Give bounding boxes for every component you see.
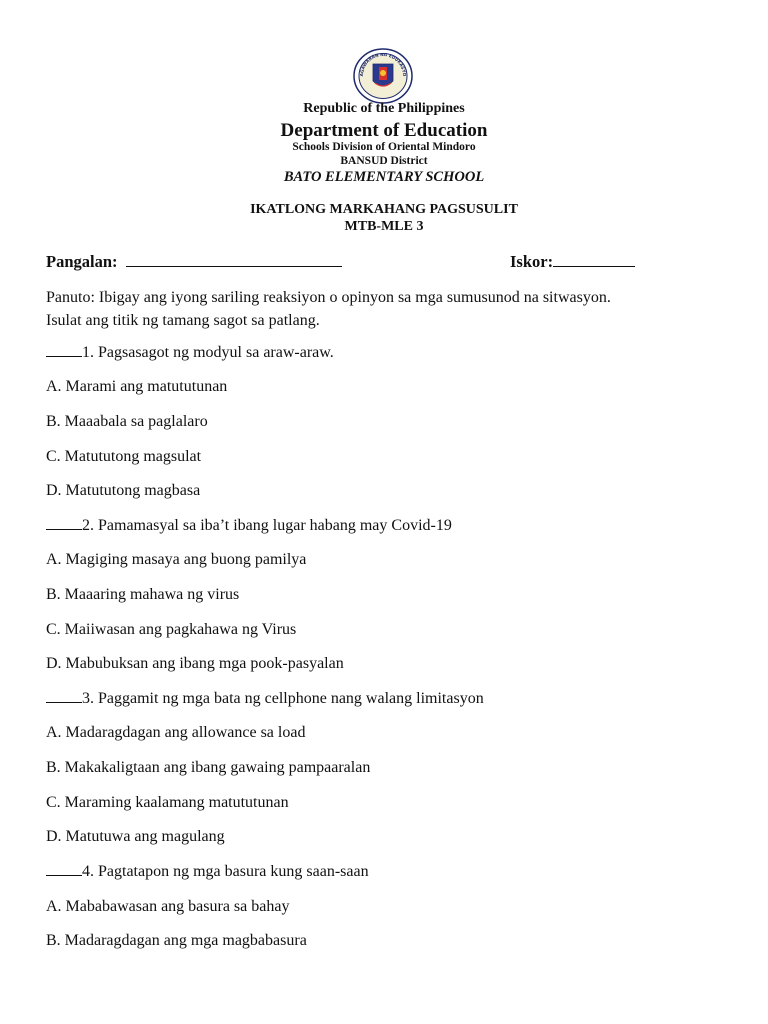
exam-title: IKATLONG MARKAHANG PAGSUSULIT bbox=[250, 202, 518, 217]
choice-1b: B. Maaabala sa paglalaro bbox=[46, 413, 208, 430]
question-2-text: 2. Pamamasyal sa iba’t ibang lugar habang may Covid-19 bbox=[82, 517, 452, 534]
score-label: Iskor: bbox=[510, 252, 554, 271]
deped-seal-logo bbox=[352, 47, 414, 105]
answer-blank-3[interactable] bbox=[46, 690, 82, 703]
choice-3b: B. Makakaligtaan ang ibang gawaing pampaaralan bbox=[46, 759, 371, 776]
choice-1d: D. Matututong magbasa bbox=[46, 482, 201, 499]
republic-heading: Republic of the Philippines bbox=[303, 101, 465, 116]
division-heading: Schools Division of Oriental Mindoro bbox=[292, 141, 476, 153]
name-blank-line[interactable] bbox=[126, 252, 342, 267]
score-field bbox=[510, 252, 635, 272]
department-heading: Department of Education bbox=[280, 120, 488, 141]
question-1-text: 1. Pagsasagot ng modyul sa araw-araw. bbox=[82, 344, 334, 361]
svg-text:KAGAWARAN NG EDUKASYON: AGAWARAN NG EDUKASYO bbox=[358, 51, 408, 77]
choice-1a: A. Marami ang matututunan bbox=[46, 378, 228, 395]
instructions bbox=[46, 286, 736, 332]
choice-2c: C. Maiiwasan ang pagkahawa ng Virus bbox=[46, 621, 297, 638]
choice-1c: C. Matututong magsulat bbox=[46, 448, 202, 465]
choice-2d: D. Mabubuksan ang ibang mga pook-pasyalan bbox=[46, 655, 344, 672]
question-1 bbox=[46, 344, 334, 362]
question-4 bbox=[46, 863, 369, 881]
choice-3a: A. Madaragdagan ang allowance sa load bbox=[46, 724, 306, 741]
answer-blank-4[interactable] bbox=[46, 863, 82, 876]
score-blank-line[interactable] bbox=[553, 252, 635, 267]
choice-3d: D. Matutuwa ang magulang bbox=[46, 828, 225, 845]
choice-4b: B. Madaragdagan ang mga magbabasura bbox=[46, 932, 307, 949]
school-name: BATO ELEMENTARY SCHOOL bbox=[283, 169, 485, 185]
instructions-line-2: Isulat ang titik ng tamang sagot sa patlang. bbox=[46, 312, 320, 329]
choice-2a: A. Magiging masaya ang buong pamilya bbox=[46, 551, 307, 568]
question-3-text: 3. Paggamit ng mga bata ng cellphone nang walang limitasyon bbox=[82, 690, 484, 707]
choice-4a: A. Mababawasan ang basura sa bahay bbox=[46, 898, 290, 915]
choice-2b: B. Maaaring mahawa ng virus bbox=[46, 586, 240, 603]
instructions-line-1: Panuto: Ibigay ang iyong sariling reaksiyon o opinyon sa mga sumusunod na sitwasyon. bbox=[46, 289, 611, 306]
choice-3c: C. Maraming kaalamang matututunan bbox=[46, 794, 289, 811]
answer-blank-1[interactable] bbox=[46, 344, 82, 357]
answer-blank-2[interactable] bbox=[46, 517, 82, 530]
district-heading: BANSUD District bbox=[340, 155, 428, 167]
question-3 bbox=[46, 690, 484, 708]
question-4-text: 4. Pagtatapon ng mga basura kung saan-saan bbox=[82, 863, 369, 880]
exam-subject: MTB-MLE 3 bbox=[344, 219, 424, 234]
name-field bbox=[46, 252, 342, 272]
name-label: Pangalan: bbox=[46, 252, 118, 271]
question-2 bbox=[46, 517, 452, 535]
